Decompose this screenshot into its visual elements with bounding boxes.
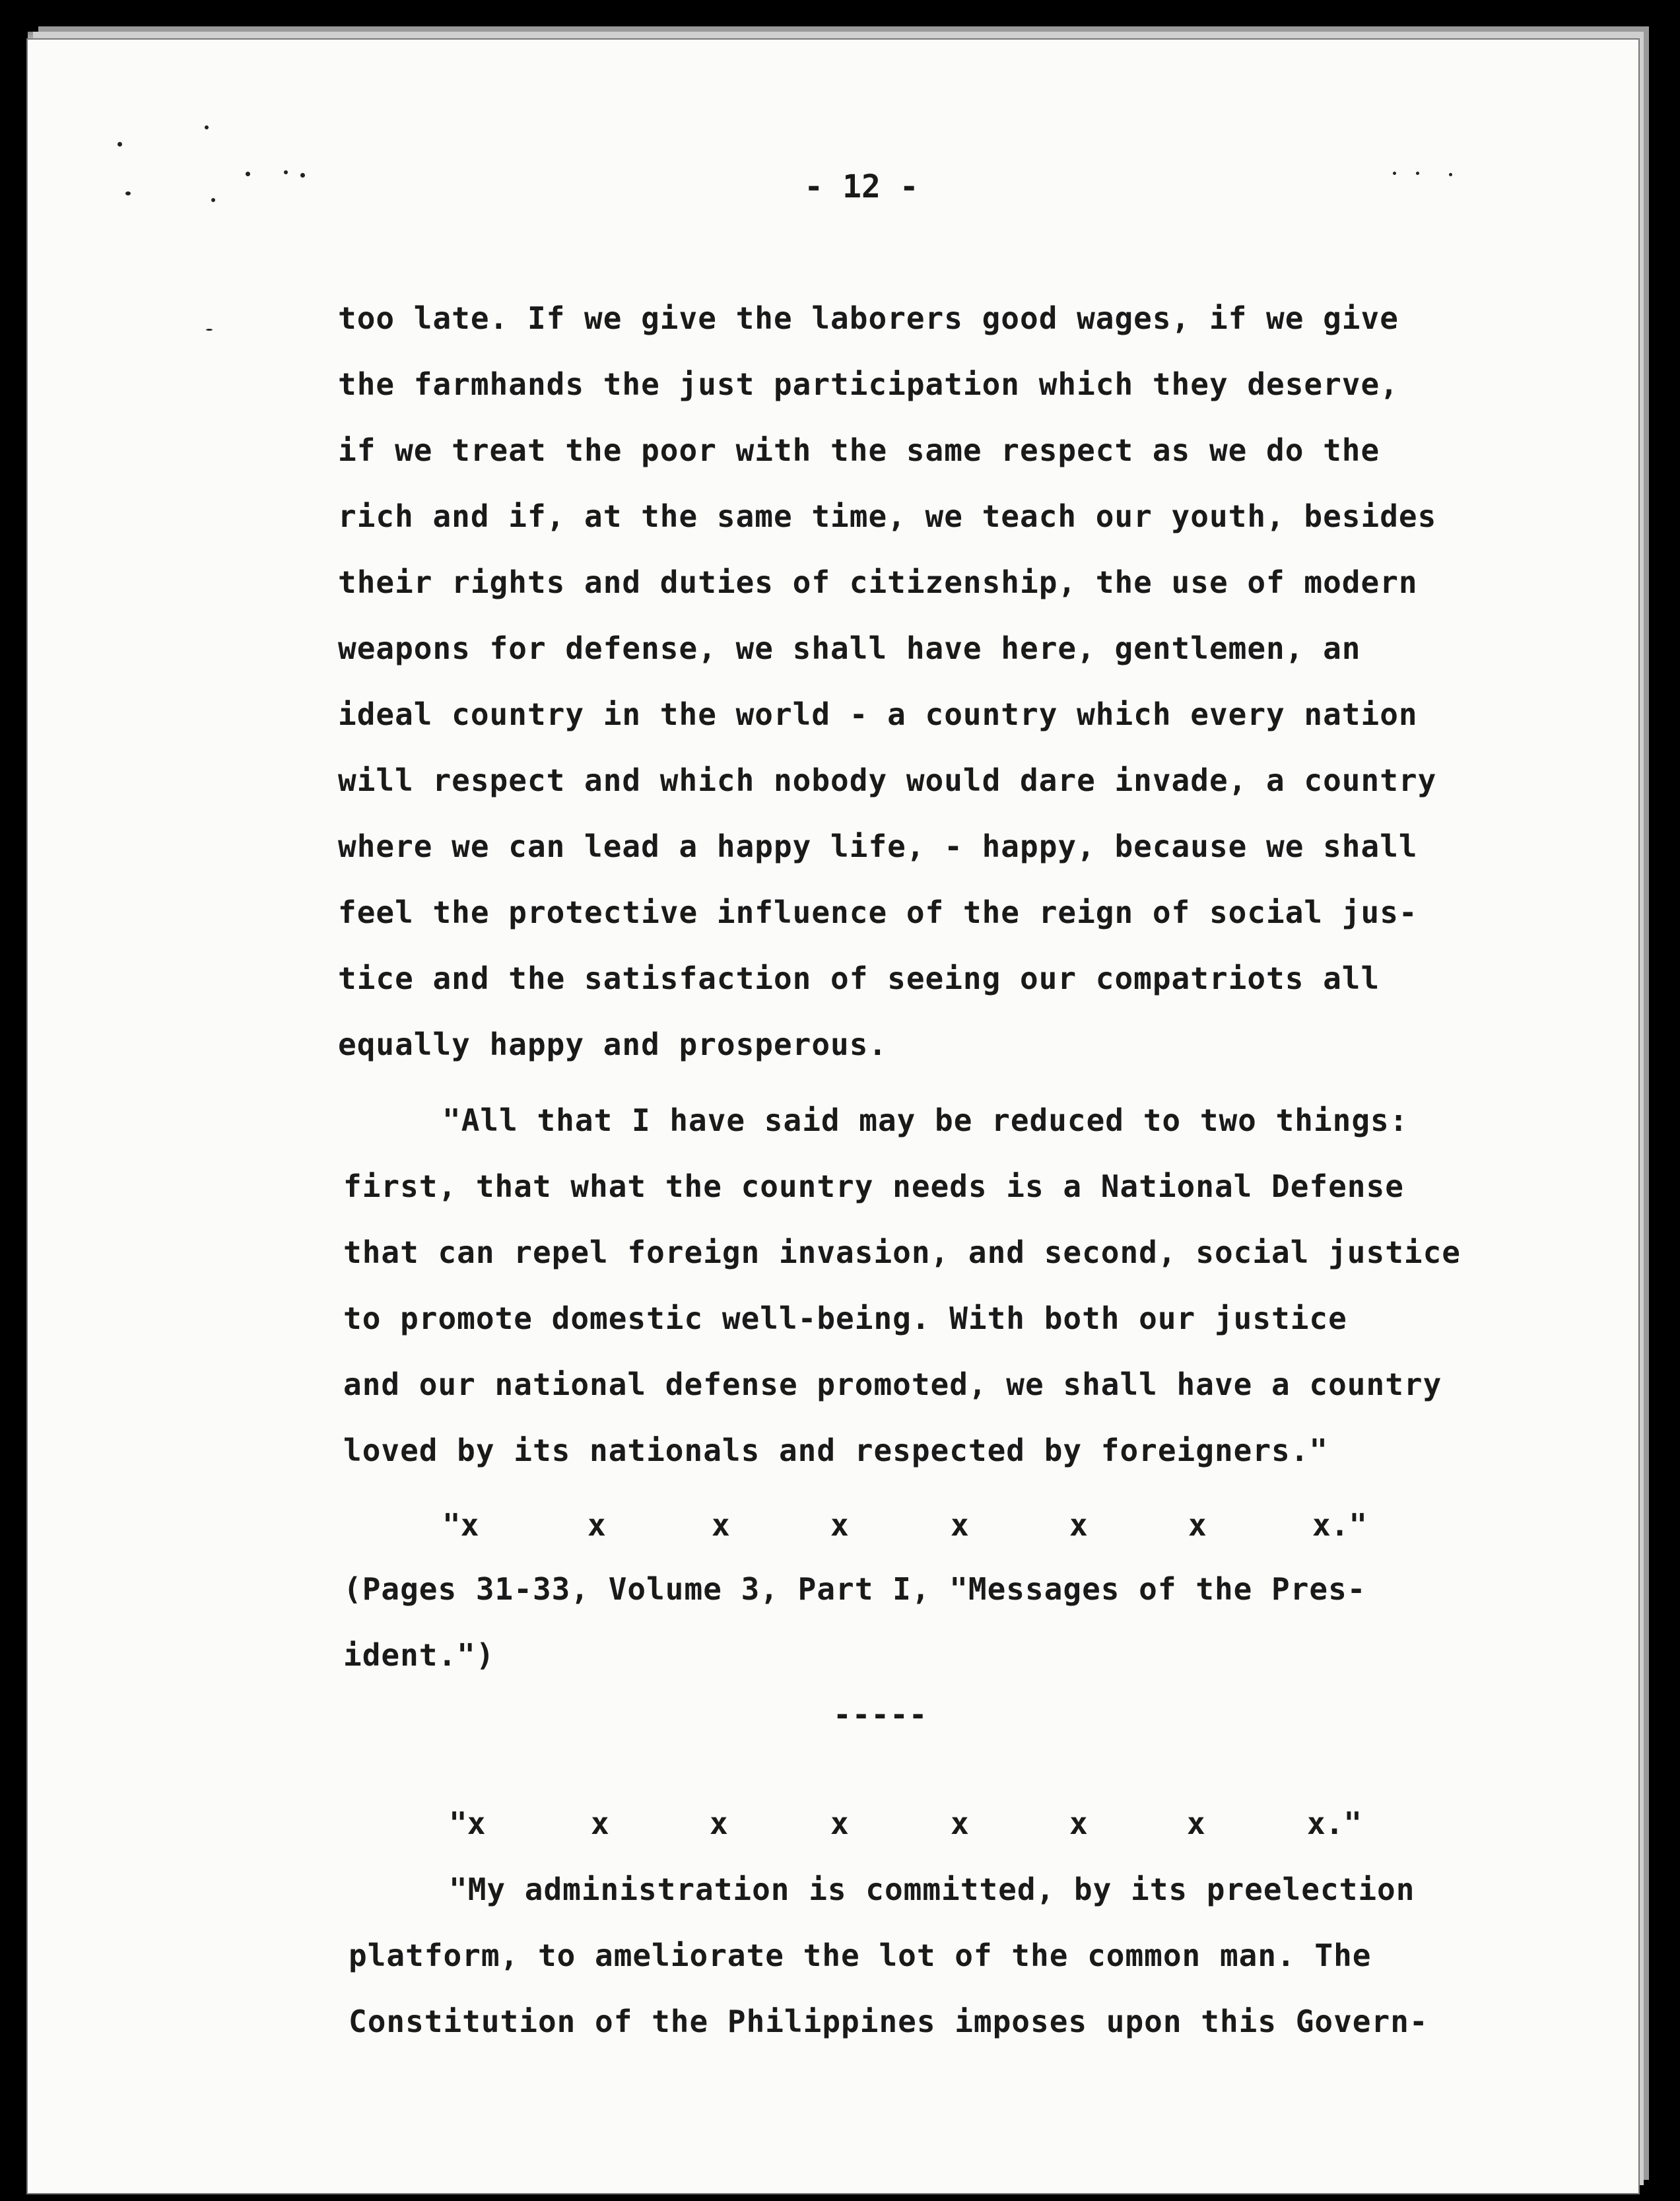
text-line: weapons for defense, we shall have here, gentlemen, an xyxy=(338,630,1361,666)
text-line: that can repel foreign invasion, and second, social justice xyxy=(343,1235,1461,1270)
omission-mark: x xyxy=(830,1806,849,1841)
scan-speck xyxy=(125,191,131,195)
omission-mark: "x xyxy=(442,1507,479,1543)
omission-mark: x xyxy=(951,1507,969,1543)
citation-line: ident.") xyxy=(343,1637,495,1673)
omission-marks xyxy=(449,1806,1386,1845)
text-line: to promote domestic well-being. With both our justice xyxy=(343,1301,1347,1336)
text-line: too late. If we give the laborers good wages, if we give xyxy=(338,300,1399,336)
page-number: - 12 - xyxy=(804,168,919,205)
scan-speck xyxy=(206,329,213,331)
text-line: will respect and which nobody would dare invade, a country xyxy=(338,762,1437,798)
text-line: and our national defense promoted, we shall have a country xyxy=(343,1367,1442,1402)
text-line: platform, to ameliorate the lot of the common man. The xyxy=(349,1938,1372,1973)
text-line: rich and if, at the same time, we teach our youth, besides xyxy=(338,498,1437,534)
scan-speck xyxy=(246,172,250,176)
citation-line: (Pages 31-33, Volume 3, Part I, "Messages of the Pres- xyxy=(343,1571,1366,1607)
text-line: feel the protective influence of the reign of social jus- xyxy=(338,895,1418,930)
omission-mark: x xyxy=(1069,1806,1088,1841)
scan-speck xyxy=(205,125,209,129)
omission-mark: x xyxy=(1188,1507,1207,1543)
omission-mark: x xyxy=(1187,1806,1205,1841)
omission-mark: x xyxy=(591,1806,609,1841)
text-line: Constitution of the Philippines imposes upon this Govern- xyxy=(349,2004,1428,2039)
omission-marks xyxy=(442,1507,1380,1547)
scan-speck xyxy=(1449,173,1452,176)
omission-mark: x." xyxy=(1307,1806,1362,1841)
text-line: where we can lead a happy life, - happy, because we shall xyxy=(338,829,1418,864)
text-line: loved by its nationals and respected by foreigners." xyxy=(343,1433,1329,1468)
section-divider: ----- xyxy=(833,1697,928,1732)
scan-speck xyxy=(1393,172,1396,175)
omission-mark: "x xyxy=(449,1806,486,1841)
text-line: "All that I have said may be reduced to two things: xyxy=(442,1102,1409,1138)
omission-mark: x xyxy=(712,1507,730,1543)
scan-speck xyxy=(211,198,215,202)
omission-mark: x xyxy=(588,1507,606,1543)
omission-mark: x." xyxy=(1312,1507,1368,1543)
scan-speck xyxy=(1416,172,1419,175)
scan-speck xyxy=(118,142,122,147)
text-line: the farmhands the just participation which they deserve, xyxy=(338,366,1399,402)
omission-mark: x xyxy=(710,1806,728,1841)
text-line: equally happy and prosperous. xyxy=(338,1027,888,1062)
text-line: their rights and duties of citizenship, the use of modern xyxy=(338,564,1418,600)
omission-mark: x xyxy=(1069,1507,1088,1543)
text-line: first, that what the country needs is a National Defense xyxy=(343,1168,1404,1204)
scan-speck xyxy=(300,173,305,178)
text-line: "My administration is committed, by its preelection xyxy=(449,1872,1415,1907)
text-line: ideal country in the world - a country which every nation xyxy=(338,696,1418,732)
text-line: tice and the satisfaction of seeing our compatriots all xyxy=(338,961,1380,996)
omission-mark: x xyxy=(951,1806,969,1841)
scan-speck xyxy=(284,170,288,174)
text-line: if we treat the poor with the same respect as we do the xyxy=(338,432,1380,468)
omission-mark: x xyxy=(830,1507,849,1543)
